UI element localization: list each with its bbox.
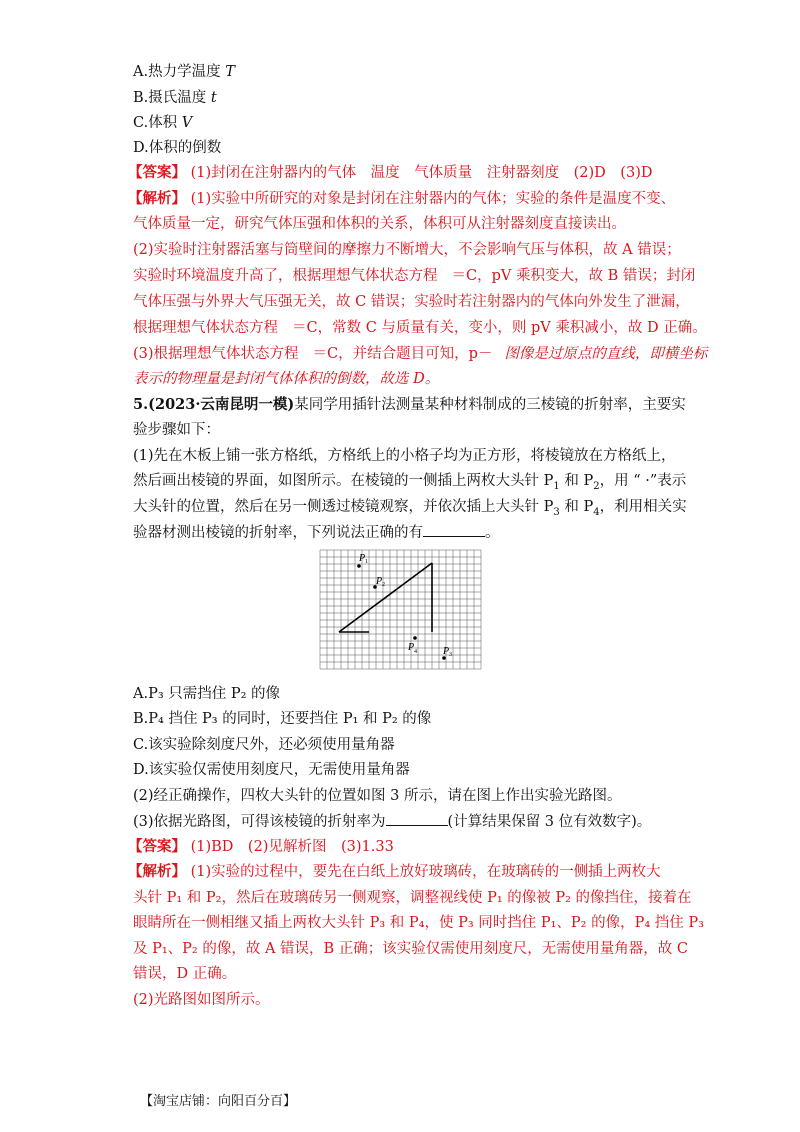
q5-stem-line1: 5.(2023·云南昆明一模)某同学用插针法测量某种材料制成的三棱镜的折射率，主要实 [133, 396, 686, 413]
q5-option-b: B.P₄ 挡住 P₃ 的同时，还要挡住 P₁ 和 P₂ 的像 [133, 711, 432, 727]
q5-part1-line2: 然后画出棱镜的界面，如图所示。在棱镜的一侧插上两枚大头针 $P_1$ 和 $P_2$，用 “ ·”表示 [133, 473, 687, 492]
option-d: D.体积的倒数 [133, 140, 222, 156]
q5-stem-line2: 验步骤如下： [133, 422, 220, 438]
svg-text:P: P [408, 642, 415, 653]
svg-text:2: 2 [382, 582, 385, 588]
analysis-q4-line3: (2)实验时注射器活塞与筒壁间的摩擦力不断增大，不会影响气压与体积，故 A 错误； [133, 242, 681, 258]
option-b: B.摄氏温度 t [133, 90, 217, 106]
answer-q5: 【答案】 (1)BD (2)见解析图 (3)1.33 [128, 838, 394, 855]
option-a: A.热力学温度 T [133, 64, 235, 80]
analysis-q5-line2: 头针 P₁ 和 P₂，然后在玻璃砖另一侧观察，调整视线使 P₁ 的像被 P₂ 的像挡住，接着在 [133, 890, 692, 906]
analysis-q4-line1: 【解析】 (1)实验中所研究的对象是封闭在注射器内的气体；实验的条件是温度不变、 [128, 190, 676, 207]
analysis-q5-line1: 【解析】 (1)实验的过程中，要先在白纸上放好玻璃砖，在玻璃砖的一侧插上两枚大 [128, 863, 661, 880]
analysis-q4-line5: 气体压强与外界大气压强无关，故 C 错误；实验时若注射器内的气体向外发生了泄漏， [133, 294, 690, 310]
analysis-q4-line4: 实验时环境温度升高了，根据理想气体状态方程 ＝C，pV 乘积变大，故 B 错误；封闭 [133, 268, 696, 284]
answer-blank [386, 811, 448, 826]
pin-p1 [357, 553, 368, 568]
analysis-q4-line8: 表示的物理量是封闭气体体积的倒数，故选 D。 [133, 371, 440, 387]
svg-text:P: P [443, 646, 450, 657]
pin-p4 [407, 636, 417, 655]
svg-text:4: 4 [414, 649, 417, 655]
footer-shop-name: 【淘宝店铺：向阳百分百】 [140, 1094, 297, 1109]
q5-part3: (3)依据光路图，可得该棱镜的折射率为 (计算结果保留 3 位有效数字)。 [133, 811, 651, 832]
analysis-q5-line5: 错误，D 正确。 [133, 966, 237, 982]
q5-part1-line3: 大头针的位置，然后在另一侧透过棱镜观察，并依次插上大头针 $P_3$ 和 $P_4$，利用相关实 [133, 499, 687, 518]
analysis-q5-line3: 眼睛所在一侧相继又插上两枚大头针 P₃ 和 P₄，使 P₃ 同时挡住 P₁、P₂ 的像，P₄ 挡住 P₃ [133, 915, 704, 931]
prism-grid-figure [317, 546, 485, 672]
answer-blank [423, 522, 485, 537]
analysis-q4-line7: (3)根据理想气体状态方程 ＝C，并结合题目可知，p－ 图像是过原点的直线，即横坐标 [133, 346, 708, 362]
analysis-q4-line2: 气体质量一定，研究气体压强和体积的关系，体积可从注射器刻度直接读出。 [133, 216, 626, 232]
analysis-q5-line4: 及 P₁、P₂ 的像，故 A 错误，B 正确；该实验仅需使用刻度尺，无需使用量角器，故 C [133, 941, 689, 957]
analysis-q5-line6: (2)光路图如图所示。 [133, 992, 270, 1008]
answer-q4: 【答案】 (1)封闭在注射器内的气体 温度 气体质量 注射器刻度 (2)D (3)D [128, 164, 653, 181]
q5-option-c: C.该实验除刻度尺外，还必须使用量角器 [133, 737, 395, 753]
q5-part1-line1: (1)先在木板上铺一张方格纸，方格纸上的小格子均为正方形，将棱镜放在方格纸上， [133, 448, 676, 464]
svg-text:P: P [359, 553, 366, 564]
svg-text:P: P [376, 576, 383, 587]
svg-text:3: 3 [449, 652, 452, 658]
option-c: C.体积 V [133, 115, 193, 131]
svg-text:1: 1 [365, 559, 368, 565]
analysis-q4-line6: 根据理想气体状态方程 ＝C，常数 C 与质量有关，变小，则 pV 乘积减小，故 D 正确。 [133, 320, 707, 336]
graph-paper-grid [320, 550, 481, 669]
q5-part1-line4: 验器材测出棱镜的折射率，下列说法正确的有 。 [133, 522, 500, 543]
q5-part2: (2)经正确操作，四枚大头针的位置如图 3 所示，请在图上作出实验光路图。 [133, 788, 622, 804]
q5-option-a: A.P₃ 只需挡住 P₂ 的像 [133, 686, 281, 702]
q5-option-d: D.该实验仅需使用刻度尺，无需使用量角器 [133, 762, 410, 778]
